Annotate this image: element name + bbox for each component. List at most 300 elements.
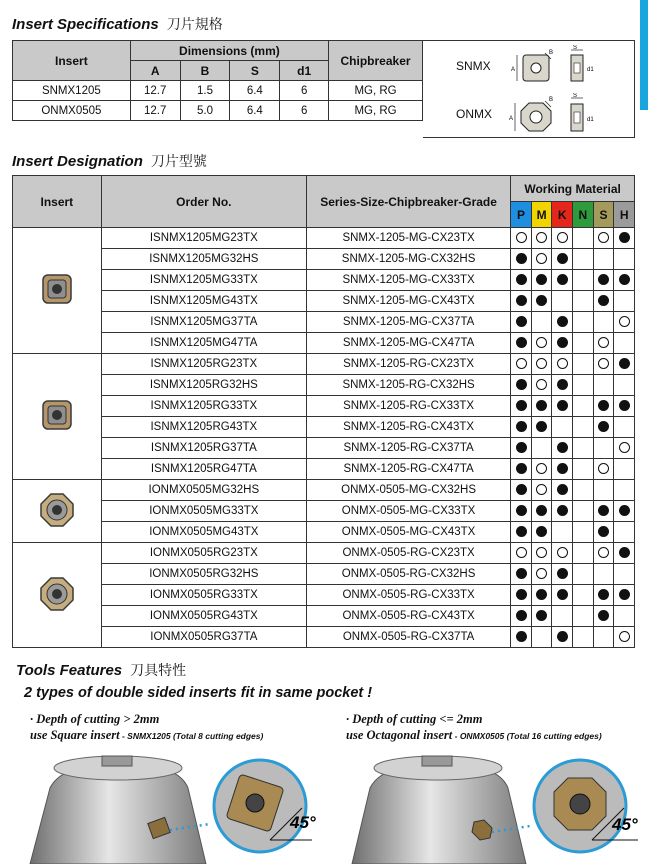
designation-title-text: Insert Designation — [12, 153, 143, 170]
material-cell-p — [511, 417, 532, 438]
material-cell-k — [552, 228, 573, 249]
feature-right-line2: use Octagonal insert — [346, 728, 453, 742]
filled-circle-icon — [557, 442, 568, 453]
material-cell-h — [614, 501, 635, 522]
spec-header-b: B — [180, 61, 230, 81]
material-cell-s — [593, 627, 614, 648]
designation-table — [12, 175, 635, 648]
spec-header-d1: d1 — [280, 61, 329, 81]
material-cell-h — [614, 312, 635, 333]
material-cell-p — [511, 543, 532, 564]
filled-circle-icon — [557, 253, 568, 264]
filled-circle-icon — [619, 358, 630, 369]
filled-circle-icon — [557, 400, 568, 411]
material-cell-h — [614, 291, 635, 312]
order-number: IONMX0505MG33TX — [101, 501, 306, 522]
material-cell-n — [573, 228, 594, 249]
material-cell-s — [593, 333, 614, 354]
spec-chipbreaker: MG, RG — [329, 101, 423, 121]
open-circle-icon — [557, 232, 568, 243]
material-cell-n — [573, 627, 594, 648]
table-row — [13, 501, 635, 522]
filled-circle-icon — [557, 463, 568, 474]
material-header-m: M — [531, 202, 552, 228]
spec-header-s: S — [230, 61, 280, 81]
filled-circle-icon — [536, 400, 547, 411]
filled-circle-icon — [598, 505, 609, 516]
onmx-b-label: B — [549, 97, 554, 103]
series-code: SNMX-1205-RG-CX23TX — [306, 354, 510, 375]
filled-circle-icon — [557, 484, 568, 495]
material-cell-n — [573, 606, 594, 627]
material-cell-k — [552, 501, 573, 522]
material-cell-n — [573, 564, 594, 585]
desig-header-series: Series-Size-Chipbreaker-Grade — [306, 176, 510, 228]
angle-45-label: 45° — [612, 815, 638, 834]
spec-section-title — [12, 14, 223, 34]
open-circle-icon — [557, 358, 568, 369]
material-cell-h — [614, 543, 635, 564]
material-cell-s — [593, 480, 614, 501]
material-cell-k — [552, 564, 573, 585]
filled-circle-icon — [557, 505, 568, 516]
open-circle-icon — [619, 631, 630, 642]
order-number: ISNMX1205RG37TA — [101, 438, 306, 459]
spec-a: 12.7 — [130, 81, 180, 101]
open-circle-icon — [516, 358, 527, 369]
filled-circle-icon — [598, 400, 609, 411]
onmx-octagonal-insert-icon — [13, 480, 102, 543]
material-cell-p — [511, 375, 532, 396]
octagonal-insert-tool-illustration — [342, 748, 648, 864]
order-number: ISNMX1205RG47TA — [101, 459, 306, 480]
feature-left-text — [30, 711, 263, 744]
open-circle-icon — [619, 442, 630, 453]
material-cell-h — [614, 585, 635, 606]
material-cell-s — [593, 417, 614, 438]
order-number: IONMX0505RG33TX — [101, 585, 306, 606]
desig-header-order: Order No. — [101, 176, 306, 228]
filled-circle-icon — [598, 526, 609, 537]
table-row — [13, 459, 635, 480]
material-cell-p — [511, 459, 532, 480]
material-cell-n — [573, 417, 594, 438]
feature-left-line2: use Square insert — [30, 728, 120, 742]
material-cell-n — [573, 312, 594, 333]
material-header-h: H — [614, 202, 635, 228]
onmx-octagonal-insert-icon — [13, 543, 102, 648]
material-cell-k — [552, 543, 573, 564]
material-cell-s — [593, 354, 614, 375]
filled-circle-icon — [619, 505, 630, 516]
material-cell-p — [511, 396, 532, 417]
material-cell-k — [552, 270, 573, 291]
series-code: ONMX-0505-MG-CX33TX — [306, 501, 510, 522]
filled-circle-icon — [516, 568, 527, 579]
material-cell-s — [593, 396, 614, 417]
material-cell-m — [531, 417, 552, 438]
material-cell-k — [552, 417, 573, 438]
series-code: ONMX-0505-MG-CX32HS — [306, 480, 510, 501]
features-title-cn: 刀具特性 — [130, 662, 187, 678]
onmx-s-label: S — [573, 93, 578, 99]
spec-d1: 6 — [280, 101, 329, 121]
order-number: ISNMX1205RG33TX — [101, 396, 306, 417]
open-circle-icon — [516, 232, 527, 243]
open-circle-icon — [598, 337, 609, 348]
order-number: IONMX0505MG32HS — [101, 480, 306, 501]
material-cell-m — [531, 564, 552, 585]
spec-b: 5.0 — [180, 101, 230, 121]
material-cell-s — [593, 522, 614, 543]
material-cell-s — [593, 606, 614, 627]
material-cell-h — [614, 354, 635, 375]
table-row — [13, 522, 635, 543]
series-code: ONMX-0505-MG-CX43TX — [306, 522, 510, 543]
material-cell-m — [531, 228, 552, 249]
material-cell-h — [614, 417, 635, 438]
table-row — [13, 627, 635, 648]
order-number: ISNMX1205RG43TX — [101, 417, 306, 438]
material-cell-k — [552, 333, 573, 354]
filled-circle-icon — [516, 589, 527, 600]
material-cell-p — [511, 333, 532, 354]
order-number: ISNMX1205MG47TA — [101, 333, 306, 354]
filled-circle-icon — [619, 274, 630, 285]
material-cell-n — [573, 291, 594, 312]
material-cell-s — [593, 375, 614, 396]
series-code: SNMX-1205-MG-CX32HS — [306, 249, 510, 270]
material-cell-p — [511, 564, 532, 585]
desig-header-insert: Insert — [13, 176, 102, 228]
material-cell-n — [573, 249, 594, 270]
square-insert-tool-illustration — [20, 748, 320, 864]
open-circle-icon — [598, 547, 609, 558]
filled-circle-icon — [557, 631, 568, 642]
material-cell-m — [531, 249, 552, 270]
feature-left-note: - SNMX1205 (Total 8 cutting edges) — [119, 731, 264, 741]
spec-title-cn: 刀片規格 — [166, 16, 223, 32]
onmx-d1-label: d1 — [587, 117, 594, 123]
material-cell-m — [531, 396, 552, 417]
material-cell-s — [593, 249, 614, 270]
spec-row — [13, 101, 423, 121]
material-cell-n — [573, 480, 594, 501]
material-cell-p — [511, 480, 532, 501]
spec-s: 6.4 — [230, 101, 280, 121]
material-header-s: S — [593, 202, 614, 228]
material-cell-n — [573, 354, 594, 375]
onmx-a-label: A — [509, 116, 514, 122]
material-cell-k — [552, 312, 573, 333]
material-cell-h — [614, 249, 635, 270]
open-circle-icon — [536, 484, 547, 495]
features-title-text: Tools Features — [16, 662, 123, 679]
series-code: SNMX-1205-RG-CX33TX — [306, 396, 510, 417]
material-cell-m — [531, 606, 552, 627]
table-row — [13, 333, 635, 354]
material-cell-n — [573, 522, 594, 543]
open-circle-icon — [516, 547, 527, 558]
filled-circle-icon — [598, 295, 609, 306]
material-cell-s — [593, 291, 614, 312]
material-cell-m — [531, 375, 552, 396]
series-code: ONMX-0505-RG-CX37TA — [306, 627, 510, 648]
open-circle-icon — [598, 463, 609, 474]
order-number: IONMX0505RG32HS — [101, 564, 306, 585]
material-cell-k — [552, 585, 573, 606]
open-circle-icon — [536, 379, 547, 390]
material-header-p: P — [511, 202, 532, 228]
filled-circle-icon — [557, 316, 568, 327]
spec-header-insert: Insert — [13, 41, 131, 81]
filled-circle-icon — [557, 337, 568, 348]
table-row — [13, 564, 635, 585]
snmx-s-label: S — [573, 45, 578, 51]
material-cell-m — [531, 438, 552, 459]
table-row — [13, 270, 635, 291]
page-edge-tab — [640, 0, 648, 110]
material-cell-s — [593, 543, 614, 564]
material-cell-h — [614, 333, 635, 354]
material-cell-m — [531, 270, 552, 291]
material-cell-m — [531, 354, 552, 375]
filled-circle-icon — [516, 526, 527, 537]
material-cell-n — [573, 543, 594, 564]
spec-row — [13, 81, 423, 101]
material-cell-n — [573, 375, 594, 396]
material-cell-s — [593, 228, 614, 249]
table-row — [13, 417, 635, 438]
material-cell-m — [531, 480, 552, 501]
open-circle-icon — [598, 358, 609, 369]
onmx-diagram-label: ONMX — [456, 107, 492, 121]
open-circle-icon — [536, 463, 547, 474]
material-cell-h — [614, 564, 635, 585]
series-code: SNMX-1205-RG-CX43TX — [306, 417, 510, 438]
filled-circle-icon — [516, 379, 527, 390]
order-number: ISNMX1205RG23TX — [101, 354, 306, 375]
table-row — [13, 249, 635, 270]
filled-circle-icon — [516, 400, 527, 411]
material-cell-m — [531, 543, 552, 564]
filled-circle-icon — [557, 379, 568, 390]
spec-header-dimensions: Dimensions (mm) — [130, 41, 328, 61]
series-code: ONMX-0505-RG-CX23TX — [306, 543, 510, 564]
filled-circle-icon — [557, 589, 568, 600]
filled-circle-icon — [516, 274, 527, 285]
material-cell-h — [614, 228, 635, 249]
snmx-d1-label: d1 — [587, 67, 594, 73]
filled-circle-icon — [516, 463, 527, 474]
table-row — [13, 585, 635, 606]
open-circle-icon — [598, 232, 609, 243]
feature-right-line1: · Depth of cutting <= 2mm — [346, 712, 483, 726]
filled-circle-icon — [536, 421, 547, 432]
spec-header-chipbreaker: Chipbreaker — [329, 41, 423, 81]
material-cell-s — [593, 585, 614, 606]
filled-circle-icon — [536, 505, 547, 516]
material-cell-s — [593, 270, 614, 291]
order-number: IONMX0505RG43TX — [101, 606, 306, 627]
spec-title-text: Insert Specifications — [12, 16, 159, 33]
material-cell-h — [614, 522, 635, 543]
designation-section-title — [12, 151, 207, 171]
series-code: SNMX-1205-MG-CX23TX — [306, 228, 510, 249]
material-cell-m — [531, 291, 552, 312]
table-row — [13, 606, 635, 627]
material-cell-s — [593, 501, 614, 522]
material-cell-k — [552, 606, 573, 627]
filled-circle-icon — [536, 295, 547, 306]
filled-circle-icon — [619, 589, 630, 600]
filled-circle-icon — [557, 274, 568, 285]
table-row — [13, 543, 635, 564]
onmx-dimension-diagram — [509, 93, 621, 137]
material-cell-p — [511, 228, 532, 249]
material-cell-k — [552, 291, 573, 312]
snmx-square-insert-icon — [13, 228, 102, 354]
spec-insert: ONMX0505 — [13, 101, 131, 121]
material-cell-n — [573, 438, 594, 459]
feature-right-note: - ONMX0505 (Total 16 cutting edges) — [452, 731, 602, 741]
table-row — [13, 438, 635, 459]
open-circle-icon — [619, 316, 630, 327]
spec-chipbreaker: MG, RG — [329, 81, 423, 101]
material-header-n: N — [573, 202, 594, 228]
material-cell-p — [511, 438, 532, 459]
material-cell-p — [511, 354, 532, 375]
material-cell-k — [552, 627, 573, 648]
material-cell-n — [573, 585, 594, 606]
material-cell-n — [573, 270, 594, 291]
feature-right-text — [346, 711, 602, 744]
material-cell-p — [511, 585, 532, 606]
material-cell-n — [573, 501, 594, 522]
designation-title-cn: 刀片型號 — [150, 153, 207, 169]
open-circle-icon — [536, 358, 547, 369]
series-code: SNMX-1205-MG-CX47TA — [306, 333, 510, 354]
snmx-diagram-label: SNMX — [456, 59, 491, 73]
material-cell-k — [552, 249, 573, 270]
order-number: IONMX0505RG37TA — [101, 627, 306, 648]
order-number: ISNMX1205MG33TX — [101, 270, 306, 291]
table-row — [13, 354, 635, 375]
spec-header-a: A — [130, 61, 180, 81]
filled-circle-icon — [516, 337, 527, 348]
material-cell-m — [531, 522, 552, 543]
open-circle-icon — [536, 337, 547, 348]
material-cell-k — [552, 522, 573, 543]
table-row — [13, 312, 635, 333]
open-circle-icon — [557, 547, 568, 558]
material-cell-m — [531, 333, 552, 354]
spec-b: 1.5 — [180, 81, 230, 101]
order-number: ISNMX1205MG32HS — [101, 249, 306, 270]
filled-circle-icon — [598, 274, 609, 285]
desig-header-working-material: Working Material — [511, 176, 635, 202]
designation-body — [13, 228, 635, 648]
material-cell-h — [614, 480, 635, 501]
open-circle-icon — [536, 547, 547, 558]
filled-circle-icon — [619, 400, 630, 411]
material-cell-k — [552, 480, 573, 501]
table-row — [13, 396, 635, 417]
material-cell-s — [593, 312, 614, 333]
spec-table — [12, 40, 423, 121]
filled-circle-icon — [516, 295, 527, 306]
angle-45-label: 45° — [290, 813, 316, 832]
order-number: ISNMX1205MG43TX — [101, 291, 306, 312]
filled-circle-icon — [516, 253, 527, 264]
material-cell-n — [573, 333, 594, 354]
snmx-a-label: A — [511, 67, 516, 73]
filled-circle-icon — [536, 589, 547, 600]
table-row — [13, 291, 635, 312]
material-cell-s — [593, 564, 614, 585]
table-row — [13, 228, 635, 249]
order-number: ISNMX1205MG23TX — [101, 228, 306, 249]
series-code: ONMX-0505-RG-CX43TX — [306, 606, 510, 627]
order-number: IONMX0505MG43TX — [101, 522, 306, 543]
table-row — [13, 375, 635, 396]
snmx-square-insert-icon — [13, 354, 102, 480]
material-cell-p — [511, 606, 532, 627]
filled-circle-icon — [536, 274, 547, 285]
material-cell-h — [614, 396, 635, 417]
order-number: ISNMX1205RG32HS — [101, 375, 306, 396]
filled-circle-icon — [598, 589, 609, 600]
material-cell-k — [552, 375, 573, 396]
material-cell-k — [552, 396, 573, 417]
series-code: SNMX-1205-RG-CX47TA — [306, 459, 510, 480]
filled-circle-icon — [516, 505, 527, 516]
feature-left-line1: · Depth of cutting > 2mm — [30, 712, 160, 726]
series-code: SNMX-1205-MG-CX33TX — [306, 270, 510, 291]
material-cell-m — [531, 312, 552, 333]
series-code: SNMX-1205-RG-CX32HS — [306, 375, 510, 396]
material-cell-p — [511, 312, 532, 333]
series-code: ONMX-0505-RG-CX32HS — [306, 564, 510, 585]
snmx-b-label: B — [549, 50, 554, 56]
material-cell-h — [614, 438, 635, 459]
table-row — [13, 480, 635, 501]
material-cell-h — [614, 627, 635, 648]
filled-circle-icon — [516, 484, 527, 495]
material-cell-p — [511, 249, 532, 270]
material-cell-n — [573, 459, 594, 480]
filled-circle-icon — [516, 316, 527, 327]
material-cell-p — [511, 501, 532, 522]
filled-circle-icon — [516, 610, 527, 621]
material-cell-m — [531, 459, 552, 480]
filled-circle-icon — [619, 547, 630, 558]
material-header-k: K — [552, 202, 573, 228]
material-cell-h — [614, 459, 635, 480]
series-code: SNMX-1205-MG-CX37TA — [306, 312, 510, 333]
material-cell-m — [531, 627, 552, 648]
material-cell-k — [552, 354, 573, 375]
series-code: ONMX-0505-RG-CX33TX — [306, 585, 510, 606]
material-cell-p — [511, 270, 532, 291]
open-circle-icon — [536, 568, 547, 579]
filled-circle-icon — [598, 421, 609, 432]
filled-circle-icon — [516, 442, 527, 453]
open-circle-icon — [536, 232, 547, 243]
open-circle-icon — [536, 253, 547, 264]
material-cell-n — [573, 396, 594, 417]
filled-circle-icon — [536, 610, 547, 621]
